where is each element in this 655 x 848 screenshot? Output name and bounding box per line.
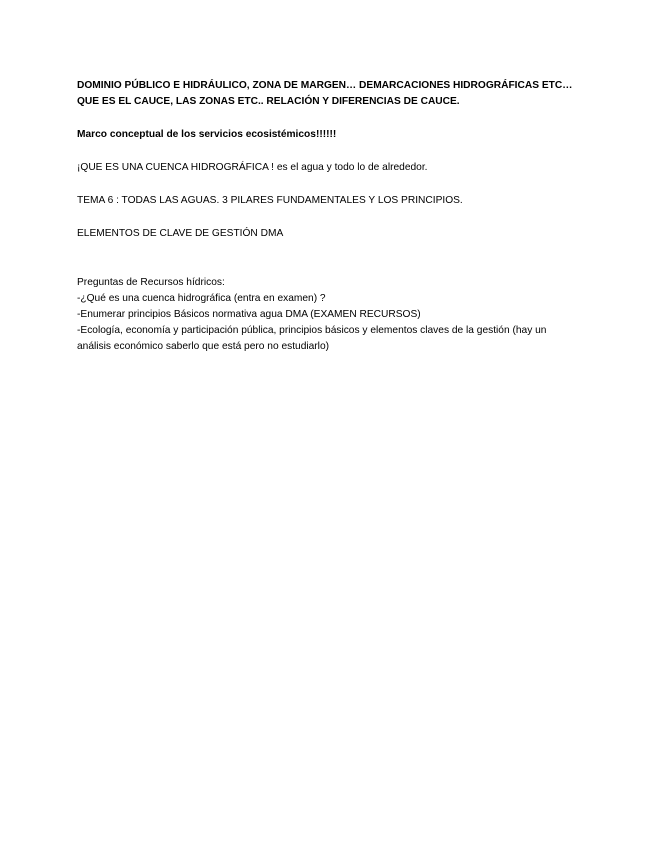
preguntas-section: [77, 275, 577, 355]
preguntas-item-2: -Enumerar principios Básicos normativa agua DMA (EXAMEN RECURSOS): [77, 309, 421, 320]
preguntas-title: Preguntas de Recursos hídricos:: [77, 277, 225, 288]
elementos-line: ELEMENTOS DE CLAVE DE GESTIÓN DMA: [77, 228, 284, 239]
heading-line-2: QUE ES EL CAUCE, LAS ZONAS ETC.. RELACIÓN Y DIFERENCIAS DE CAUCE.: [77, 96, 460, 107]
heading-paragraph: [77, 78, 577, 110]
preguntas-item-1: -¿Qué es una cuenca hidrográfica (entra en examen) ?: [77, 293, 326, 304]
document-body: [77, 78, 577, 355]
cuenca-line: ¡QUE ES UNA CUENCA HIDROGRÁFICA ! es el agua y todo lo de alrededor.: [77, 162, 428, 173]
preguntas-item-3: -Ecología, economía y participación pública, principios básicos y elementos claves de la gestión (hay un análisis económico saberlo que está pero no estudiarlo): [77, 325, 547, 352]
marco-conceptual-line: Marco conceptual de los servicios ecosistémicos!!!!!!: [77, 129, 337, 140]
tema-line: TEMA 6 : TODAS LAS AGUAS. 3 PILARES FUNDAMENTALES Y LOS PRINCIPIOS.: [77, 195, 463, 206]
heading-line-1: DOMINIO PÚBLICO E HIDRÁULICO, ZONA DE MARGEN… DEMARCACIONES HIDROGRÁFICAS ETC…: [77, 80, 573, 91]
